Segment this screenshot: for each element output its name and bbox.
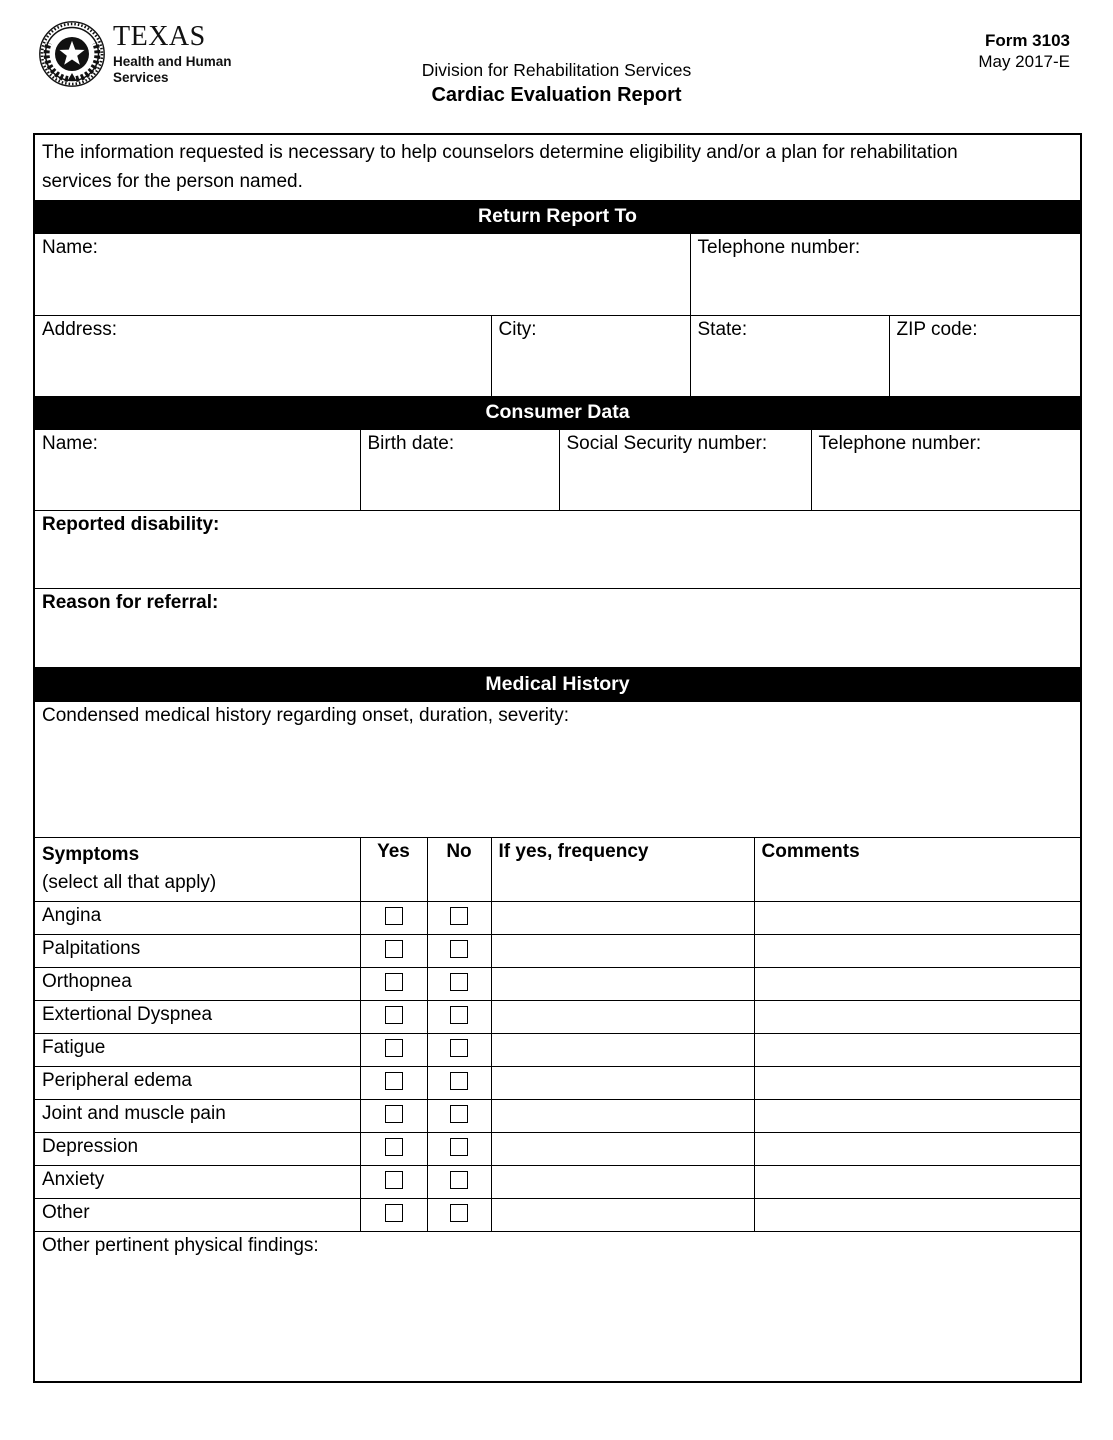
consumer-telephone-label: Telephone number: [818,432,982,454]
other-findings-row [34,1231,1081,1382]
palpitations-comments-cell[interactable] [754,934,1081,967]
consumer-name-label: Name: [42,432,98,454]
return-name-field[interactable] [34,233,690,315]
reported-disability-label: Reported disability: [42,513,220,535]
return-city-label: City: [498,318,537,340]
consumer-row-1 [34,429,1081,510]
symptom-label: Anxiety [34,1165,360,1198]
orthopnea-comments-cell[interactable] [754,967,1081,1000]
symptoms-header-row [34,837,1081,901]
symptoms-header-note: (select all that apply) [42,872,217,894]
palpitations-no-checkbox[interactable] [450,940,468,958]
anxiety-comments-cell[interactable] [754,1165,1081,1198]
division-name: Division for Rehabilitation Services [421,60,692,80]
section-medical-history [34,667,1081,701]
symptom-label: Fatigue [34,1033,360,1066]
symptom-row-depression [34,1132,1081,1165]
logo-agency-line1: Health and Human [113,53,232,69]
symptom-row-orthopnea [34,967,1081,1000]
other-yes-cell [360,1198,427,1231]
return-row-2 [34,315,1081,396]
anxiety-frequency-cell[interactable] [491,1165,754,1198]
extertional-dyspnea-no-cell [427,1000,491,1033]
symptom-label: Depression [34,1132,360,1165]
page-title: Cardiac Evaluation Report [431,84,682,106]
orthopnea-yes-checkbox[interactable] [385,973,403,991]
cardiac-evaluation-form [33,133,1082,1383]
extertional-dyspnea-yes-checkbox[interactable] [385,1006,403,1024]
joint-muscle-pain-yes-checkbox[interactable] [385,1105,403,1123]
symptom-row-palpitations [34,934,1081,967]
return-telephone-field[interactable] [690,233,1081,315]
other-findings-label: Other pertinent physical findings: [42,1234,319,1256]
depression-no-cell [427,1132,491,1165]
symptom-row-other [34,1198,1081,1231]
angina-yes-checkbox[interactable] [385,907,403,925]
consumer-row-3 [34,588,1081,667]
logo-agency-line2: Services [113,69,169,85]
return-telephone-label: Telephone number: [697,236,861,258]
symptom-label: Angina [34,901,360,934]
other-yes-checkbox[interactable] [385,1204,403,1222]
orthopnea-no-checkbox[interactable] [450,973,468,991]
joint-muscle-pain-no-cell [427,1099,491,1132]
orthopnea-yes-cell [360,967,427,1000]
logo-brand: TEXAS [113,20,206,52]
return-row-1 [34,233,1081,315]
extertional-dyspnea-comments-cell[interactable] [754,1000,1081,1033]
joint-muscle-pain-frequency-cell[interactable] [491,1099,754,1132]
form-id-block [978,31,1070,72]
fatigue-no-checkbox[interactable] [450,1039,468,1057]
fatigue-yes-cell [360,1033,427,1066]
other-findings-field[interactable] [34,1231,1081,1382]
peripheral-edema-yes-checkbox[interactable] [385,1072,403,1090]
return-address-label: Address: [42,318,117,340]
palpitations-yes-cell [360,934,427,967]
consumer-telephone-field[interactable] [811,429,1081,510]
return-city-field[interactable] [491,315,690,396]
form-number: Form 3103 [984,31,1070,50]
symptom-label: Other [34,1198,360,1231]
anxiety-no-cell [427,1165,491,1198]
frequency-column-header: If yes, frequency [491,837,754,901]
section-consumer-data [34,396,1081,429]
joint-muscle-pain-yes-cell [360,1099,427,1132]
section-header-return-report-to: Return Report To [34,200,1081,233]
angina-no-cell [427,901,491,934]
angina-no-checkbox[interactable] [450,907,468,925]
symptom-label: Peripheral edema [34,1066,360,1099]
symptom-row-peripheral-edema [34,1066,1081,1099]
symptom-row-angina [34,901,1081,934]
symptom-label: Extertional Dyspnea [34,1000,360,1033]
angina-yes-cell [360,901,427,934]
intro-cell [34,134,1081,200]
reported-disability-field[interactable] [34,510,1081,588]
peripheral-edema-no-checkbox[interactable] [450,1072,468,1090]
peripheral-edema-yes-cell [360,1066,427,1099]
consumer-row-2 [34,510,1081,588]
consumer-name-field[interactable] [34,429,360,510]
joint-muscle-pain-comments-cell[interactable] [754,1099,1081,1132]
symptoms-header-cell [34,837,360,901]
fatigue-frequency-cell[interactable] [491,1033,754,1066]
fatigue-no-cell [427,1033,491,1066]
form-header-center [0,60,1113,107]
anxiety-yes-checkbox[interactable] [385,1171,403,1189]
section-header-medical-history: Medical History [34,667,1081,701]
palpitations-yes-checkbox[interactable] [385,940,403,958]
condensed-history-row [34,701,1081,837]
condensed-history-label: Condensed medical history regarding onset, duration, severity: [42,704,570,726]
peripheral-edema-no-cell [427,1066,491,1099]
depression-yes-checkbox[interactable] [385,1138,403,1156]
depression-no-checkbox[interactable] [450,1138,468,1156]
return-zip-field[interactable] [889,315,1081,396]
depression-yes-cell [360,1132,427,1165]
return-zip-label: ZIP code: [896,318,978,340]
depression-comments-cell[interactable] [754,1132,1081,1165]
consumer-birth-date-field[interactable] [360,429,559,510]
return-state-label: State: [697,318,748,340]
peripheral-edema-frequency-cell[interactable] [491,1066,754,1099]
yes-column-header: Yes [360,837,427,901]
symptoms-header-title: Symptoms [42,843,140,865]
reason-for-referral-field[interactable] [34,588,1081,667]
extertional-dyspnea-no-checkbox[interactable] [450,1006,468,1024]
fatigue-yes-checkbox[interactable] [385,1039,403,1057]
angina-comments-cell[interactable] [754,901,1081,934]
anxiety-no-checkbox[interactable] [450,1171,468,1189]
condensed-history-field[interactable] [34,701,1081,837]
symptom-label: Palpitations [34,934,360,967]
section-return-report-to [34,200,1081,233]
consumer-ssn-label: Social Security number: [566,432,768,454]
palpitations-frequency-cell[interactable] [491,934,754,967]
depression-frequency-cell[interactable] [491,1132,754,1165]
symptom-row-joint-muscle-pain [34,1099,1081,1132]
return-name-label: Name: [42,236,98,258]
orthopnea-no-cell [427,967,491,1000]
anxiety-yes-cell [360,1165,427,1198]
consumer-ssn-field[interactable] [559,429,811,510]
intro-row [34,134,1081,200]
angina-frequency-cell[interactable] [491,901,754,934]
other-no-cell [427,1198,491,1231]
comments-column-header: Comments [754,837,1081,901]
section-header-consumer-data: Consumer Data [34,396,1081,429]
symptom-row-extertional-dyspnea [34,1000,1081,1033]
joint-muscle-pain-no-checkbox[interactable] [450,1105,468,1123]
consumer-birth-date-label: Birth date: [367,432,455,454]
form-revision-date: May 2017-E [978,51,1070,71]
no-column-header: No [427,837,491,901]
intro-text: The information requested is necessary to help counselors determine eligibility and/or a plan for rehabilitation services for the person named. [42,142,958,193]
symptom-label: Joint and muscle pain [34,1099,360,1132]
symptom-row-anxiety [34,1165,1081,1198]
other-frequency-cell[interactable] [491,1198,754,1231]
orthopnea-frequency-cell[interactable] [491,967,754,1000]
other-no-checkbox[interactable] [450,1204,468,1222]
other-comments-cell[interactable] [754,1198,1081,1231]
symptom-label: Orthopnea [34,967,360,1000]
symptom-row-fatigue [34,1033,1081,1066]
peripheral-edema-comments-cell[interactable] [754,1066,1081,1099]
extertional-dyspnea-yes-cell [360,1000,427,1033]
reason-for-referral-label: Reason for referral: [42,591,219,613]
return-address-field[interactable] [34,315,491,396]
fatigue-comments-cell[interactable] [754,1033,1081,1066]
return-state-field[interactable] [690,315,889,396]
palpitations-no-cell [427,934,491,967]
extertional-dyspnea-frequency-cell[interactable] [491,1000,754,1033]
